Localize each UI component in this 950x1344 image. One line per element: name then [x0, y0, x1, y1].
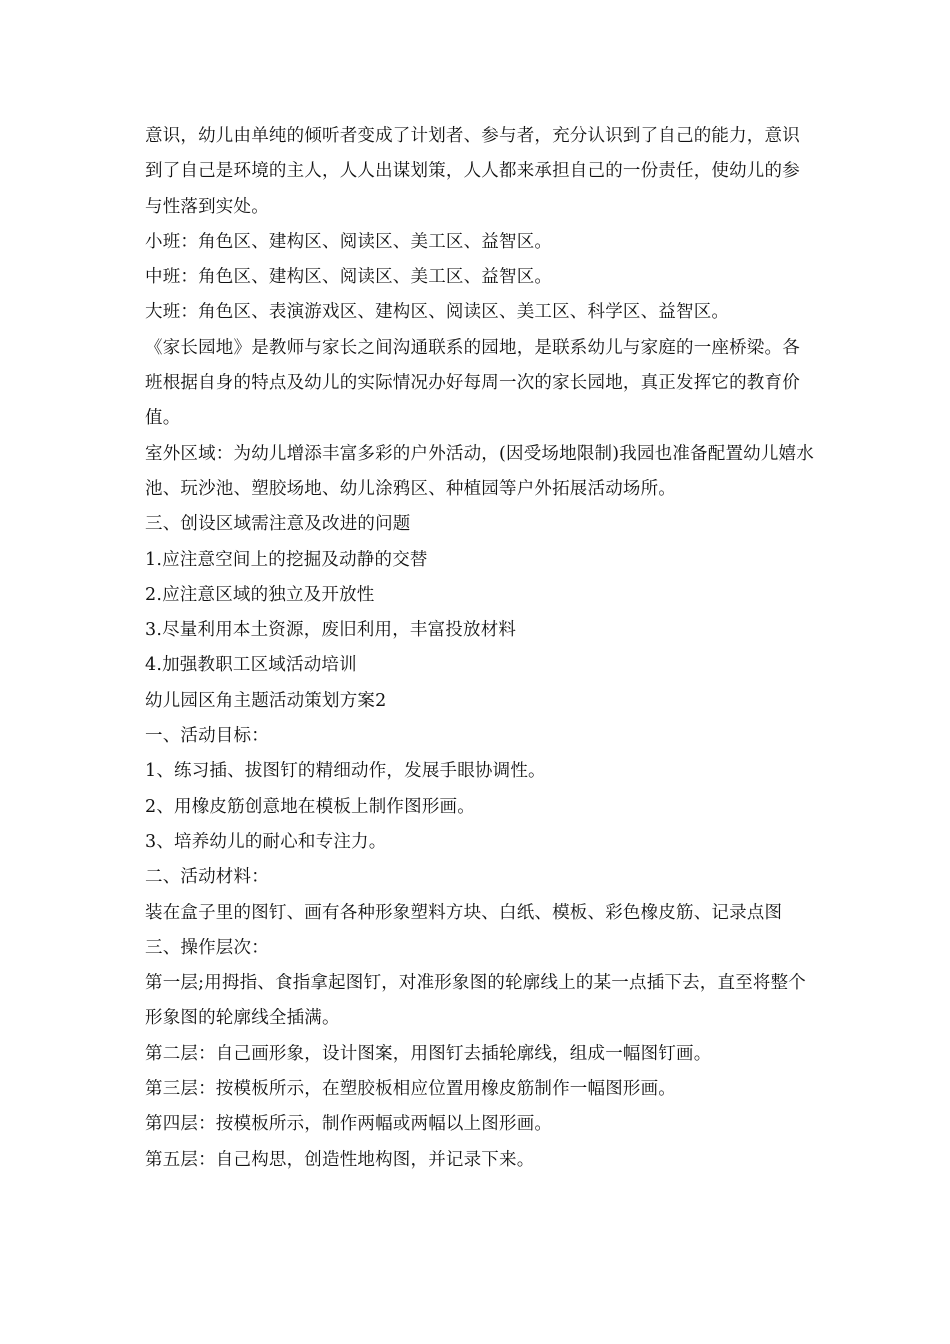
list-item-2: 2.应注意区域的独立及开放性	[145, 584, 375, 605]
level-3: 第三层：按模板所示，在塑胶板相应位置用橡皮筋制作一幅图形画。	[145, 1079, 676, 1100]
list-item-4: 4.加强教职工区域活动培训	[145, 655, 357, 676]
goal-item-2: 2、用橡皮筋创意地在模板上制作图形画。	[145, 796, 475, 817]
document-body	[145, 119, 815, 1178]
level-1: 第一层;用拇指、食指拿起图钉，对准形象图的轮廓线上的某一点插下去，直至将整个形象图的轮廓线全插满。	[145, 973, 806, 1029]
section-heading-3: 三、创设区域需注意及改进的问题	[145, 514, 411, 535]
goal-item-3: 3、培养幼儿的耐心和专注力。	[145, 831, 387, 852]
paragraph-1: 意识，幼儿由单纯的倾听者变成了计划者、参与者，充分认识到了自己的能力，意识到了自己是环境的主人，人人出谋划策，人人都来承担自己的一份责任，使幼儿的参与性落到实处。	[145, 126, 800, 217]
section-heading-goals: 一、活动目标：	[145, 726, 269, 747]
level-5: 第五层：自己构思，创造性地构图，并记录下来。	[145, 1149, 535, 1170]
goal-item-1: 1、练习插、拔图钉的精细动作，发展手眼协调性。	[145, 761, 546, 782]
materials-paragraph: 装在盒子里的图钉、画有各种形象塑料方块、白纸、模板、彩色橡皮筋、记录点图	[145, 902, 783, 923]
paragraph-4: 大班：角色区、表演游戏区、建构区、阅读区、美工区、科学区、益智区。	[145, 302, 730, 323]
level-4: 第四层：按模板所示，制作两幅或两幅以上图形画。	[145, 1114, 553, 1135]
paragraph-6: 室外区域：为幼儿增添丰富多彩的户外活动，(因受场地限制)我园也准备配置幼儿嬉水池、玩沙池、塑胶场地、幼儿涂鸦区、种植园等户外拓展活动场所。	[145, 443, 814, 499]
list-item-3: 3.尽量利用本土资源，废旧利用，丰富投放材料	[145, 620, 517, 641]
list-item-1: 1.应注意空间上的挖掘及动静的交替	[145, 549, 428, 570]
paragraph-3: 中班：角色区、建构区、阅读区、美工区、益智区。	[145, 267, 553, 288]
section-heading-levels: 三、操作层次：	[145, 937, 269, 958]
plan-title-2: 幼儿园区角主题活动策划方案2	[145, 690, 387, 711]
paragraph-2: 小班：角色区、建构区、阅读区、美工区、益智区。	[145, 231, 553, 252]
section-heading-materials: 二、活动材料：	[145, 867, 269, 888]
level-2: 第二层：自己画形象，设计图案，用图钉去插轮廓线，组成一幅图钉画。	[145, 1043, 712, 1064]
paragraph-5: 《家长园地》是教师与家长之间沟通联系的园地，是联系幼儿与家庭的一座桥梁。各班根据自身的特点及幼儿的实际情况办好每周一次的家长园地，真正发挥它的教育价值。	[145, 337, 800, 429]
